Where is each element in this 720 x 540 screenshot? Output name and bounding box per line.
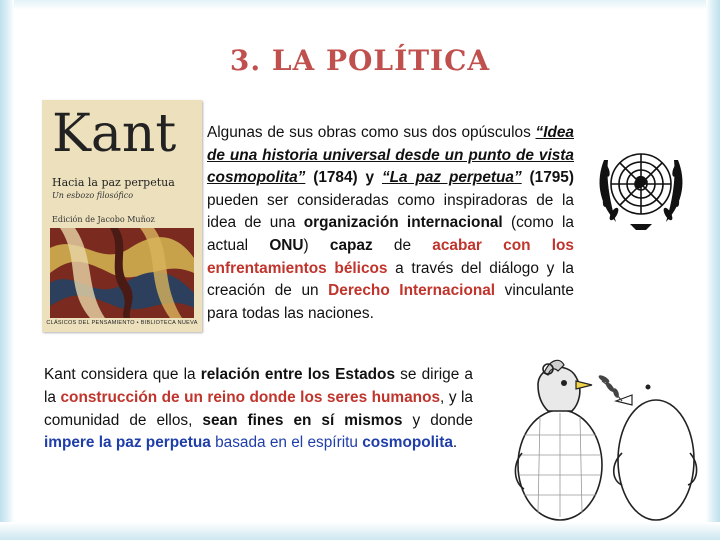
text-run: acabar con los enfrentamientos bélicos (207, 236, 574, 277)
frame-right (706, 0, 720, 540)
text-run: impere la paz perpetua (44, 434, 211, 452)
text-run: cosmopolita (362, 434, 453, 452)
un-emblem-icon (586, 140, 696, 240)
text-run: de (372, 236, 433, 254)
text-run: (1795) (521, 169, 574, 187)
text-run: y donde (402, 411, 473, 429)
text-run: . (452, 434, 458, 452)
text-run: ONU (269, 236, 304, 254)
work-title-idea-historia: “Idea de una historia universal desde un punto de vista cosmopolita” (207, 124, 574, 187)
text-run: a través del diálogo y la creación de un (207, 259, 574, 300)
text-paragraph-2 (44, 364, 473, 455)
text-run: (como la actual (207, 214, 574, 254)
grenade-penguin-figure (515, 360, 602, 520)
book-collection: CLÁSICOS DEL PENSAMIENTO • BIBLIOTECA NUEVA (46, 320, 198, 326)
text-run: relación entre los Estados (200, 366, 396, 383)
text-run: Kant considera que la (44, 366, 201, 383)
work-title-paz-perpetua: “La paz perpetua” (381, 169, 522, 187)
frame-left (0, 0, 14, 540)
book-cover (42, 100, 202, 332)
text-run: , y la comunidad de ellos, (44, 388, 473, 429)
slide-title: 3. LA POLÍTICA (229, 44, 491, 77)
peace-penguins-illustration (498, 355, 708, 525)
text-run: organización internacional (303, 214, 503, 232)
text-run: (1784) y (305, 169, 382, 187)
text-run: vinculante para todas las naciones. (207, 282, 574, 322)
book-editor: Edición de Jacobo Muñoz (52, 215, 155, 224)
text-run: pueden ser consideradas como inspiradoras de la idea de una (207, 191, 574, 232)
text-run: Algunas de sus obras como sus dos opúsculos (207, 124, 536, 141)
text-run: se dirige a la (44, 366, 473, 406)
text-run: Derecho Internacional (328, 282, 496, 300)
book-subtitle: Hacia la paz perpetua (52, 176, 175, 189)
dove-penguin-figure (598, 374, 697, 520)
book-cover-art (50, 228, 194, 318)
text-run: ) (303, 236, 330, 254)
text-run: sean fines en sí mismos (202, 411, 403, 429)
frame-top (0, 0, 720, 10)
book-author: Kant (52, 104, 177, 164)
text-run: capaz (329, 236, 373, 254)
text-run: construcción de un reino donde los seres humanos (60, 388, 441, 406)
text-paragraph-1 (207, 122, 574, 325)
text-run: basada en el espíritu (215, 434, 363, 452)
book-subtitle-2: Un esbozo filosófico (52, 191, 134, 200)
